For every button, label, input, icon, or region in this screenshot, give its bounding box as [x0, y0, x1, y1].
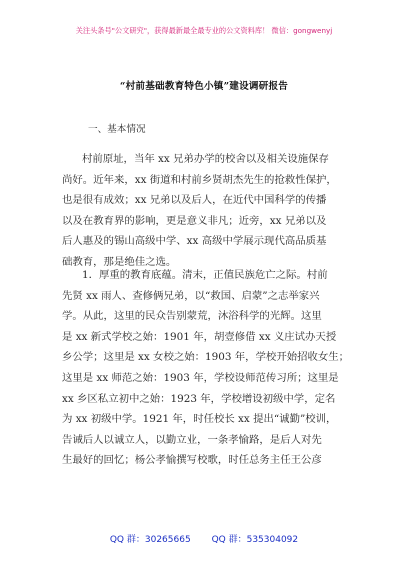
paragraph-line: 尚好。近年来，xx 街道和村前乡贤胡杰先生的抢救性保护， — [62, 173, 337, 186]
paragraph-line: 生最好的回忆；杨公孝愉撰写校歌，时任总务主任王公彦 — [62, 454, 322, 467]
paragraph-line: 告诫后人以诚立人，以勤立业，一条孝愉路，是后人对先 — [62, 433, 322, 446]
footer-qq-group-1: QQ 群：30265665 — [109, 535, 191, 545]
paragraph-line: 础教育，那是绝佳之选。 — [62, 255, 177, 268]
paragraph-line: 是 xx 新式学校之始：1901 年，胡壹修借 xx 义庄试办天授 — [62, 330, 337, 343]
top-banner: 关注头条号"公文研究"，获得最新最全最专业的公文资料库！ 微信：gongwenyj — [75, 26, 333, 35]
paragraph-line: 村前原址，当年 xx 兄弟办学的校舍以及相关设施保存 — [82, 153, 329, 165]
paragraph-1 — [62, 149, 346, 273]
paragraph-2 — [62, 265, 350, 471]
footer-contact — [0, 532, 408, 545]
section-heading: 一、基本情况 — [88, 124, 146, 135]
document-title: “村前基础教育特色小镇”建设调研报告 — [119, 81, 289, 92]
paragraph-line: 以及在教育界的影响，更是意义非凡；近旁，xx 兄弟以及 — [62, 214, 327, 227]
paragraph-line: 这里是 xx 师范之始：1903 年，学校设师范传习所；这里是 — [62, 371, 339, 384]
paragraph-line: xx 乡区私立初中之始：1923 年，学校增设初级中学，定名 — [62, 392, 336, 405]
paragraph-line: 学。从此，这里的民众告别蒙荒，沐浴科学的光辉。这里 — [62, 310, 322, 323]
paragraph-line: 1．厚重的教育底蕴。清末，正值民族危亡之际。村前 — [82, 269, 328, 281]
footer-qq-group-2: QQ 群：535304092 — [211, 535, 299, 545]
paragraph-line: 也是很有成效；xx 兄弟以及后人，在近代中国科学的传播 — [62, 194, 327, 207]
paragraph-line: 为 xx 初级中学。1921 年，时任校长 xx 提出“诚勤”校训， — [62, 413, 337, 426]
paragraph-line: 乡公学；这里是 xx 女校之始：1903 年，学校开始招收女生； — [62, 351, 350, 364]
paragraph-line: 后人惠及的锡山高级中学、xx 高级中学展示现代高品质基 — [62, 235, 327, 248]
paragraph-line: 先贤 xx 雨人、查修俩兄弟，以“救国、启蒙”之志举家兴 — [62, 289, 320, 302]
